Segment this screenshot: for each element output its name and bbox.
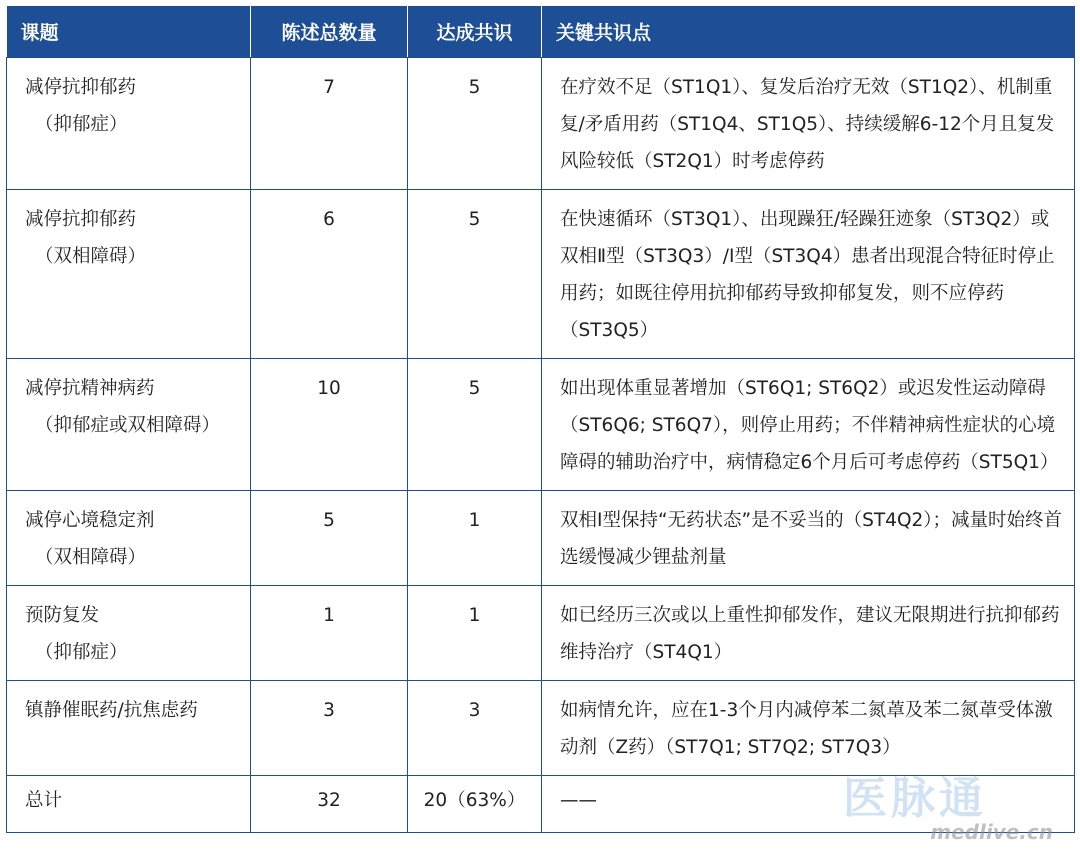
topic-name: 减停抗抑郁药 xyxy=(25,77,137,98)
consensus-sum-cell: 20（63%） xyxy=(408,776,542,833)
topic-subtitle: （抑郁症或双相障碍） xyxy=(35,415,221,436)
table-row xyxy=(7,681,1075,776)
table-row xyxy=(7,586,1075,681)
header-key-points: 关键共识点 xyxy=(542,6,1075,58)
table-row xyxy=(7,190,1075,359)
topic-subtitle: （抑郁症） xyxy=(35,114,128,135)
consensus-cell: 1 xyxy=(408,586,542,681)
table-header xyxy=(7,6,1075,58)
header-row xyxy=(7,6,1075,58)
table-row xyxy=(7,58,1075,190)
consensus-table xyxy=(6,6,1075,833)
total-statements-cell: 3 xyxy=(251,681,408,776)
key-points-cell: 双相Ⅰ型保持“无药状态”是不妥当的（ST4Q2）；减量时始终首选缓慢减少锂盐剂量 xyxy=(542,491,1075,586)
consensus-cell: 3 xyxy=(408,681,542,776)
topic-cell xyxy=(7,190,251,359)
consensus-cell: 5 xyxy=(408,58,542,190)
topic-cell xyxy=(7,491,251,586)
total-statements-sum-cell: 32 xyxy=(251,776,408,833)
table-row xyxy=(7,359,1075,491)
topic-name: 减停抗精神病药 xyxy=(25,378,155,399)
topic-subtitle: （抑郁症） xyxy=(35,642,128,663)
total-label-cell: 总计 xyxy=(7,776,251,833)
total-statements-cell: 7 xyxy=(251,58,408,190)
header-topic: 课题 xyxy=(7,6,251,58)
total-points-cell: —— xyxy=(542,776,1075,833)
consensus-cell: 5 xyxy=(408,359,542,491)
total-statements-cell: 1 xyxy=(251,586,408,681)
topic-cell xyxy=(7,58,251,190)
header-total-statements: 陈述总数量 xyxy=(251,6,408,58)
header-consensus-reached: 达成共识 xyxy=(408,6,542,58)
table-body xyxy=(7,58,1075,833)
consensus-cell: 1 xyxy=(408,491,542,586)
key-points-cell: 在快速循环（ST3Q1）、出现躁狂/轻躁狂迹象（ST3Q2）或双相Ⅱ型（ST3Q3）/Ⅰ型（ST3Q4）患者出现混合特征时停止用药；如既往停用抗抑郁药导致抑郁复发，则不应停药（ST3Q5） xyxy=(542,190,1075,359)
total-statements-cell: 10 xyxy=(251,359,408,491)
topic-name: 减停抗抑郁药 xyxy=(25,209,137,230)
topic-name: 镇静催眠药/抗焦虑药 xyxy=(25,700,198,721)
total-statements-cell: 6 xyxy=(251,190,408,359)
table-row xyxy=(7,491,1075,586)
key-points-cell: 如出现体重显著增加（ST6Q1; ST6Q2）或迟发性运动障碍（ST6Q6; ST6Q7），则停止用药；不伴精神病性症状的心境障碍的辅助治疗中，病情稳定6个月后可考虑停药（ST5Q1） xyxy=(542,359,1075,491)
topic-subtitle: （双相障碍） xyxy=(35,246,147,267)
topic-cell xyxy=(7,586,251,681)
watermark-url: medlive.cn xyxy=(930,820,1053,844)
topic-name: 减停心境稳定剂 xyxy=(25,510,155,531)
total-row xyxy=(7,776,1075,833)
total-statements-cell: 5 xyxy=(251,491,408,586)
watermark-logo: 医脉通 xyxy=(843,773,987,824)
consensus-cell: 5 xyxy=(408,190,542,359)
topic-cell xyxy=(7,359,251,491)
key-points-cell: 如已经历三次或以上重性抑郁发作，建议无限期进行抗抑郁药维持治疗（ST4Q1） xyxy=(542,586,1075,681)
topic-cell xyxy=(7,681,251,776)
topic-subtitle: （双相障碍） xyxy=(35,547,147,568)
topic-name: 预防复发 xyxy=(25,605,100,626)
key-points-cell: 在疗效不足（ST1Q1）、复发后治疗无效（ST1Q2）、机制重复/矛盾用药（ST1Q4、ST1Q5）、持续缓解6-12个月且复发风险较低（ST2Q1）时考虑停药 xyxy=(542,58,1075,190)
key-points-cell: 如病情允许，应在1-3个月内减停苯二氮䓬及苯二氮䓬受体激动剂（Z药）（ST7Q1; ST7Q2; ST7Q3） xyxy=(542,681,1075,776)
